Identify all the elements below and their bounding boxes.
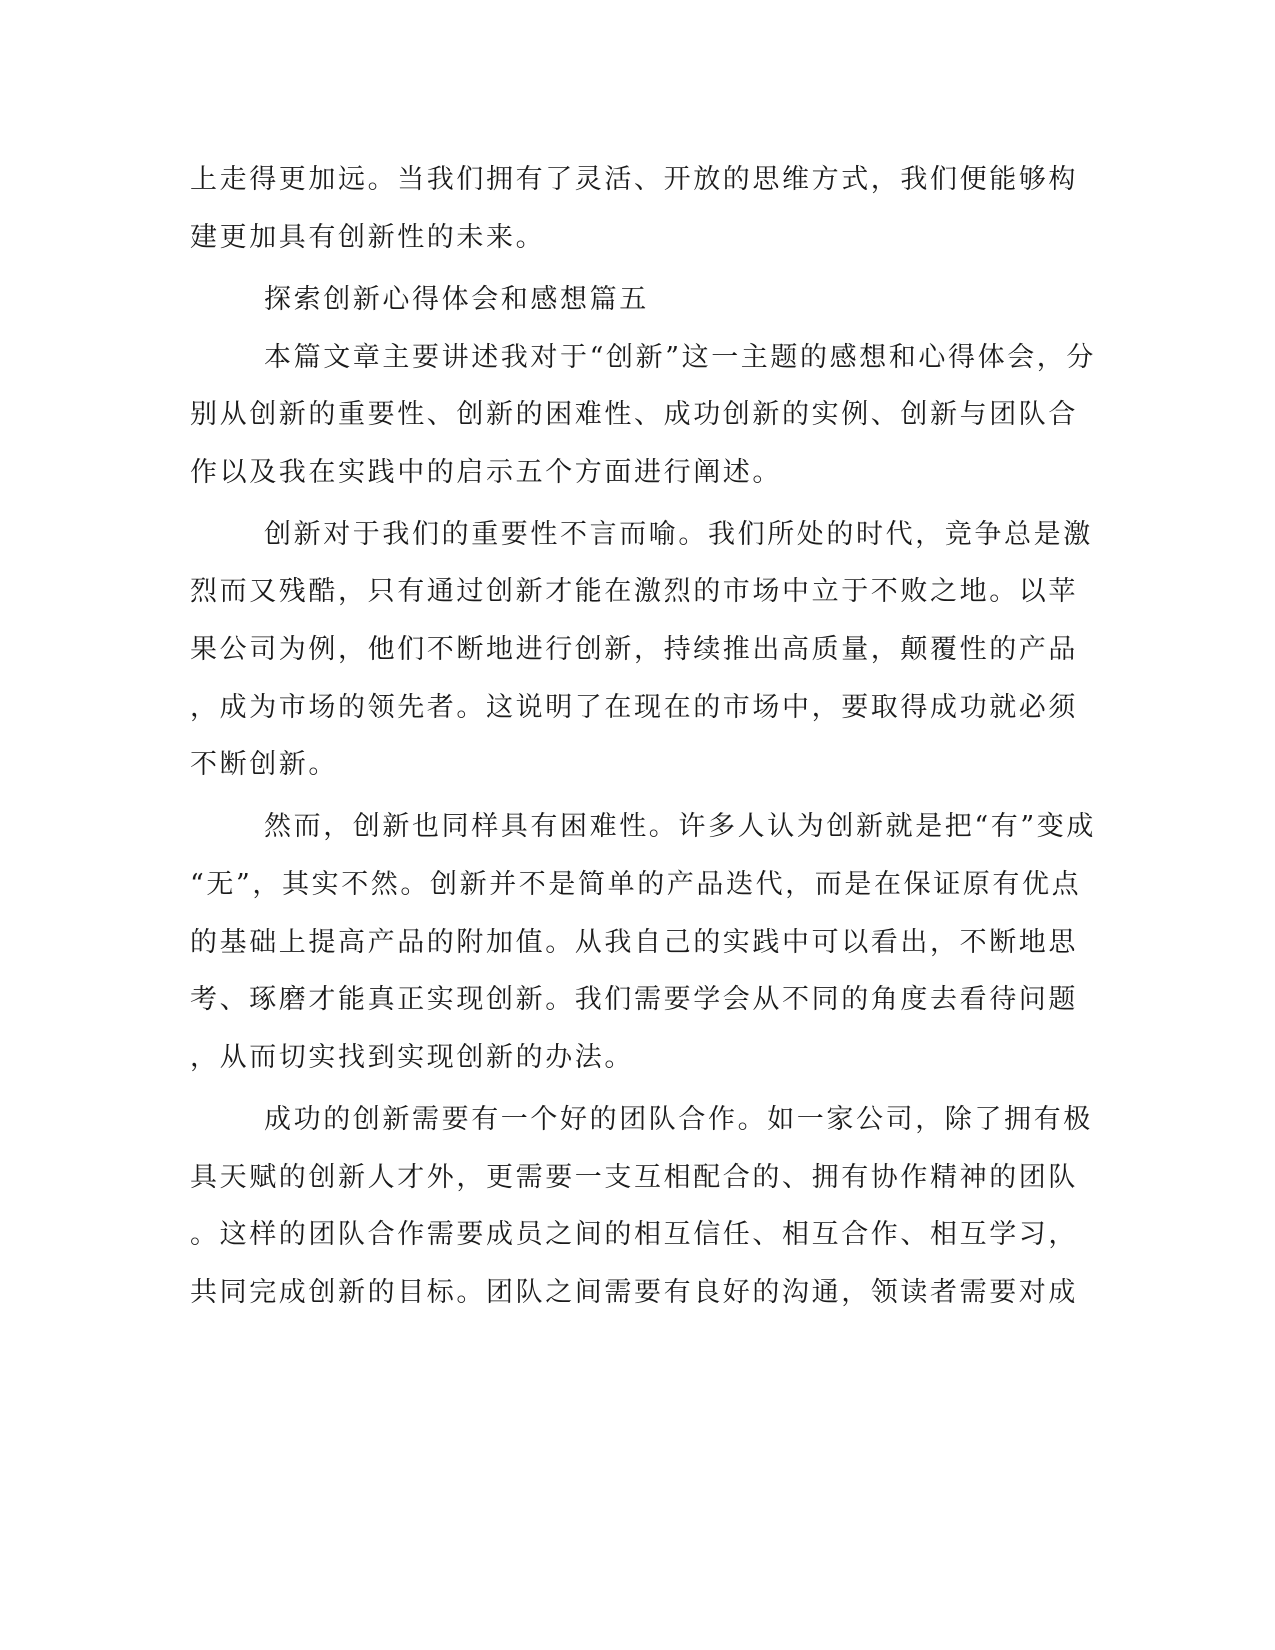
text-line: 烈而又残酷，只有通过创新才能在激烈的市场中立于不败之地。以苹 [190,576,1078,607]
text-line: 作以及我在实践中的启示五个方面进行阐述。 [190,457,782,488]
text-line: 共同完成创新的目标。团队之间需要有良好的沟通，领读者需要对成 [190,1277,1078,1308]
text-line: 上走得更加远。当我们拥有了灵活、开放的思维方式，我们便能够构 [190,164,1078,195]
text-line: 创新对于我们的重要性不言而喻。我们所处的时代，竞争总是激 [264,519,1093,550]
text-line: ，成为市场的领先者。这说明了在现在的市场中，要取得成功就必须 [190,692,1078,723]
text-line: 果公司为例，他们不断地进行创新，持续推出高质量，颠覆性的产品 [190,634,1078,665]
text-line: 的基础上提高产品的附加值。从我自己的实践中可以看出，不断地思 [190,927,1078,958]
text-line: 建更加具有创新性的未来。 [190,222,546,253]
text-line: 然而，创新也同样具有困难性。许多人认为创新就是把“有”变成 [264,811,1097,842]
text-line: 不断创新。 [190,749,338,780]
text-line: 具天赋的创新人才外，更需要一支互相配合的、拥有协作精神的团队 [190,1162,1078,1193]
section-heading: 探索创新心得体会和感想篇五 [264,284,649,315]
text-line: 本篇文章主要讲述我对于“创新”这一主题的感想和心得体会，分 [264,342,1097,373]
text-line: 考、琢磨才能真正实现创新。我们需要学会从不同的角度去看待问题 [190,984,1078,1015]
text-line: 成功的创新需要有一个好的团队合作。如一家公司，除了拥有极 [264,1104,1093,1135]
text-line: ，从而切实找到实现创新的办法。 [190,1042,634,1073]
text-line: “无”，其实不然。创新并不是简单的产品迭代，而是在保证原有优点 [190,869,1082,900]
text-line: 。这样的团队合作需要成员之间的相互信任、相互合作、相互学习， [190,1219,1078,1250]
text-line: 别从创新的重要性、创新的困难性、成功创新的实例、创新与团队合 [190,399,1078,430]
